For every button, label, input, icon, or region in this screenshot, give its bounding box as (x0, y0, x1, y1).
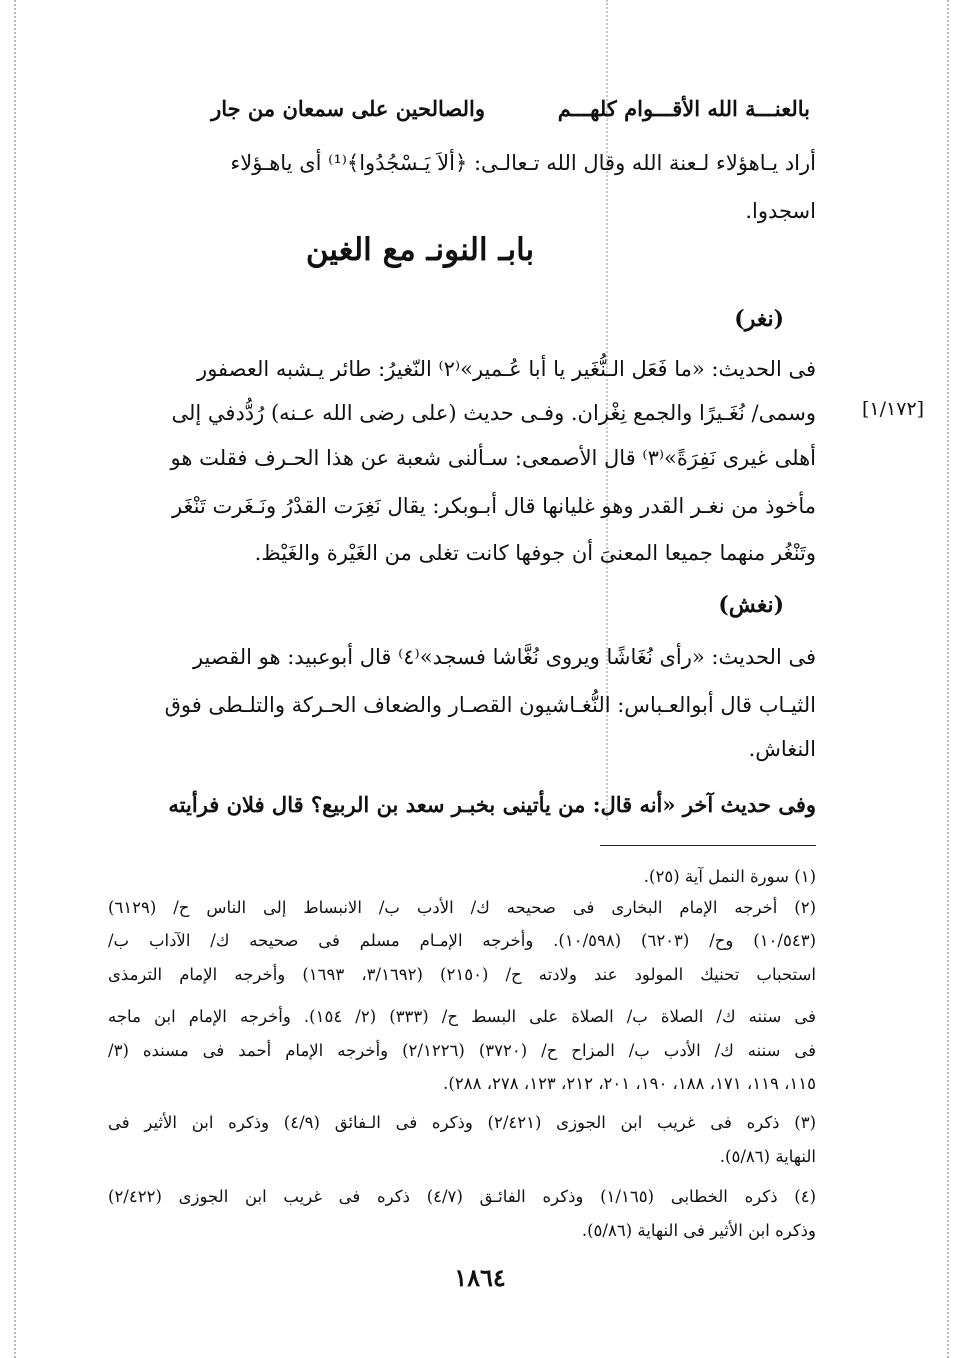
scan-edge-left (14, 0, 16, 1358)
poetry-verse (150, 96, 810, 132)
footnote-line: (١٠/٥٤٣) وح/ (٦٢٠٣) (١٠/٥٩٨). وأخرجه الإمـام مسلم فى صحيحه ك/ الآداب ب/ (108, 931, 816, 950)
intro-line-1: أراد يـاهؤلاء لـعنة الله وقال الله تـعالـى: ﴿ألاَ يَـسْجُدُوا﴾⁽¹⁾ أى ياهـؤلاء (230, 151, 816, 175)
intro-line-2: اسجدوا. (745, 199, 816, 223)
page-number: ١٨٦٤ (454, 1263, 506, 1292)
body-line: الثيـاب قال أبوالعـباس: النُّغـاشيون القصـار والضعاف الحـركة والتلـطى فوق (164, 693, 816, 717)
footnote-line: (٢) أخرجه الإمام البخارى فى صحيحه ك/ الأدب ب/ الانبساط إلى الناس ح/ (٦١٢٩) (108, 898, 816, 917)
body-line: فى الحديث: «ما فَعَل الـنُّغَير يا أبا عُـمير»⁽٢⁾ النّغيرُ: طائر يـشبه العصفور (197, 357, 816, 381)
footnote-line: (٣) ذكره فى غريب ابن الجوزى (٢/٤٢١) وذكره فى الـفائق (٤/٩) وذكره ابن الأثير فى (108, 1113, 816, 1132)
footnote-line: (١) سورة النمل آية (٢٥). (643, 867, 816, 886)
body-line: وسمى/ نُغَـيرًا والجمع نِغْران. وفـى حديث (على رضى الله عـنه) رُدُّدفي إلى (171, 401, 816, 425)
body-line: مأخوذ من نغـر القدر وهو غليانها قال أبـوبكر: يقال نَغِرَت القدْرُ ونَـغَرت تَنْغَر (171, 494, 816, 518)
root-heading-naghash: (نغش) (718, 592, 784, 618)
scan-edge-right (947, 0, 949, 1358)
verse-hemistich-left: والصالحين على سمعان من جار (211, 96, 485, 121)
verse-hemistich-right: بالعنـــة الله الأقـــوام كلهـــم (557, 96, 810, 121)
footnote-line: وذكره ابن الأثير فى النهاية (٥/٨٦). (581, 1221, 816, 1240)
root-heading-naghar: (نغر) (734, 306, 784, 332)
body-line: النغاش. (748, 737, 816, 761)
footnote-line: ١١٥، ١١٩، ١٧١، ١٨٨، ١٩٠، ٢٠١، ٢١٢، ١٢٣، ٢٧٨، ٢٨٨). (443, 1074, 816, 1093)
footnote-line: استحباب تحنيك المولود عند ولادته ح/ (٢١٥٠) (٣/١٦٩٢، ١٦٩٣) وأخرجه الإمام الترمذى (108, 965, 817, 984)
footnote-line: فى سننه ك/ الصلاة ب/ الصلاة على البسط ح/ (٣٣٣) (٢/ ١٥٤). وأخرجه الإمام ابن ماجه (108, 1007, 816, 1026)
footnote-line: (٤) ذكره الخطابى (١/١٦٥) وذكره الفائـق (٤/٧) ذكره فى غريب ابن الجوزى (٢/٤٢٢) (108, 1187, 817, 1206)
body-line: وتَنْغُر منهما جميعا المعنىَ أن جوفها كانت تغلى من الغَيْرة والغَيْظ. (254, 541, 816, 565)
footnote-line: النهاية (٥/٨٦). (719, 1147, 816, 1166)
body-line-last: وفى حديث آخر «أنه قال: من يأتينى بخبـر سعد بن الربيع؟ قال فلان فرأيته (168, 792, 816, 817)
margin-reference: [١/١٧٢] (862, 398, 925, 420)
footnote-line: فى سننه ك/ الأدب ب/ المزاح ح/ (٣٧٢٠) (٢/١٢٢٦) وأخرجه الإمام أحمد فى مسنده (٣/ (108, 1041, 816, 1060)
footnote-separator (600, 845, 816, 846)
chapter-title: بابـ النونـ مع الغين (305, 232, 535, 268)
body-line: أهلى غيرى نَفِرَةً»⁽٣⁾ قال الأصمعى: سـألنى شعبة عن هذا الحـرف فقلت هو (170, 446, 816, 470)
body-line: فى الحديث: «رأى نُغَاشًا ويروى نُغَّاشا فسجد»⁽٤⁾ قال أبوعبيد: هو القصير (192, 645, 816, 669)
